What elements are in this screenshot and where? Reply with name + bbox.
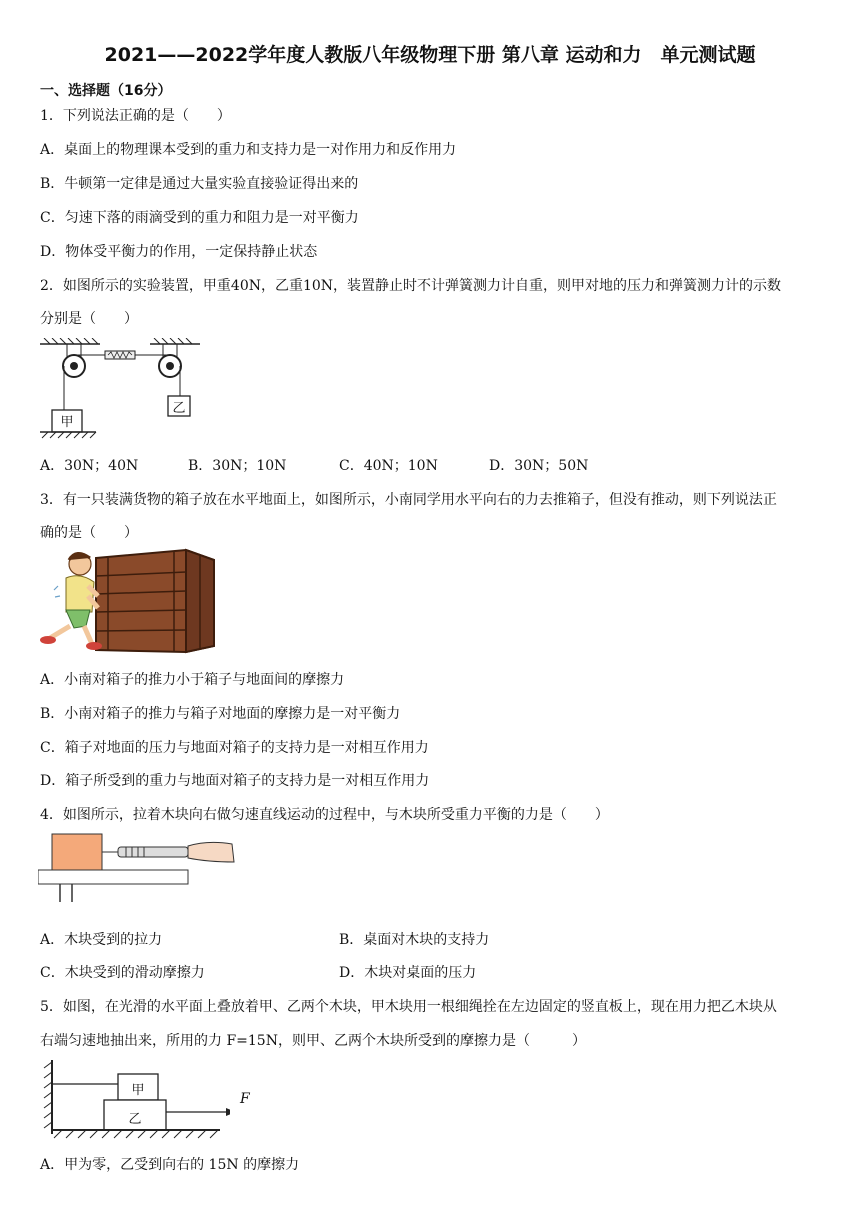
q2-stem-line2: 分别是（ ） xyxy=(40,311,138,327)
q2-stem-line1: 2．如图所示的实验装置，甲重40N，乙重10N，装置静止时不计弹簧测力计自重，则甲对地的压力和弹簧测力计的示数 xyxy=(40,278,782,294)
page-title: 2021——2022学年度人教版八年级物理下册 第八章 运动和力 单元测试题 xyxy=(104,44,756,66)
q1-option-b[interactable]: B．牛顿第一定律是通过大量实验直接验证得出来的 xyxy=(40,176,359,192)
q2-option-d[interactable]: D．30N；50N xyxy=(489,458,589,474)
q3-stem-line1: 3．有一只装满货物的箱子放在水平地面上，如图所示，小南同学用水平向右的力去推箱子，但没有推动，则下列说法正 xyxy=(40,492,777,508)
q4-option-a[interactable]: A．木块受到的拉力 xyxy=(40,932,163,948)
q4-stem: 4．如图所示，拉着木块向右做匀速直线运动的过程中，与木块所受重力平衡的力是（ ） xyxy=(40,807,609,823)
q3-stem-line2: 确的是（ ） xyxy=(40,525,138,541)
q2-option-c[interactable]: C．40N；10N xyxy=(339,458,438,474)
q1-option-a[interactable]: A．桌面上的物理课本受到的重力和支持力是一对作用力和反作用力 xyxy=(40,142,457,158)
q5-stacked-blocks-figure xyxy=(40,1058,230,1144)
q5-option-a[interactable]: A．甲为零，乙受到向右的 15N 的摩擦力 xyxy=(40,1157,300,1173)
section-heading: 一、选择题（16分） xyxy=(40,83,172,99)
q1-option-d[interactable]: D．物体受平衡力的作用，一定保持静止状态 xyxy=(40,244,318,260)
q2-option-a[interactable]: A．30N；40N xyxy=(40,458,139,474)
q3-boy-pushing-box-figure xyxy=(36,546,216,654)
q2-fig-label-yi: 乙 xyxy=(172,401,186,416)
q3-option-b[interactable]: B．小南对箱子的推力与箱子对地面的摩擦力是一对平衡力 xyxy=(40,706,401,722)
q2-fig-label-jia: 甲 xyxy=(60,415,74,430)
q5-fig-label-jia: 甲 xyxy=(131,1083,145,1098)
q2-option-b[interactable]: B．30N；10N xyxy=(188,458,287,474)
q5-fig-label-force: F xyxy=(240,1091,250,1107)
q4-option-d[interactable]: D．木块对桌面的压力 xyxy=(339,965,477,981)
q4-block-pull-figure xyxy=(38,832,238,908)
q5-stem-line2: 右端匀速地抽出来，所用的力 F=15N，则甲、乙两个木块所受到的摩擦力是（ ） xyxy=(40,1033,586,1049)
q3-option-d[interactable]: D．箱子所受到的重力与地面对箱子的支持力是一对相互作用力 xyxy=(40,773,430,789)
q3-option-c[interactable]: C．箱子对地面的压力与地面对箱子的支持力是一对相互作用力 xyxy=(40,740,429,756)
q5-stem-line1: 5．如图，在光滑的水平面上叠放着甲、乙两个木块，甲木块用一根细绳拴在左边固定的竖直板上，现在用力把乙木块从 xyxy=(40,999,777,1015)
q5-fig-label-yi: 乙 xyxy=(128,1112,142,1127)
q4-option-b[interactable]: B．桌面对木块的支持力 xyxy=(339,932,490,948)
q1-stem: 1．下列说法正确的是（ ） xyxy=(40,108,231,124)
q1-option-c[interactable]: C．匀速下落的雨滴受到的重力和阻力是一对平衡力 xyxy=(40,210,359,226)
q4-option-c[interactable]: C．木块受到的滑动摩擦力 xyxy=(40,965,205,981)
q3-option-a[interactable]: A．小南对箱子的推力小于箱子与地面间的摩擦力 xyxy=(40,672,345,688)
